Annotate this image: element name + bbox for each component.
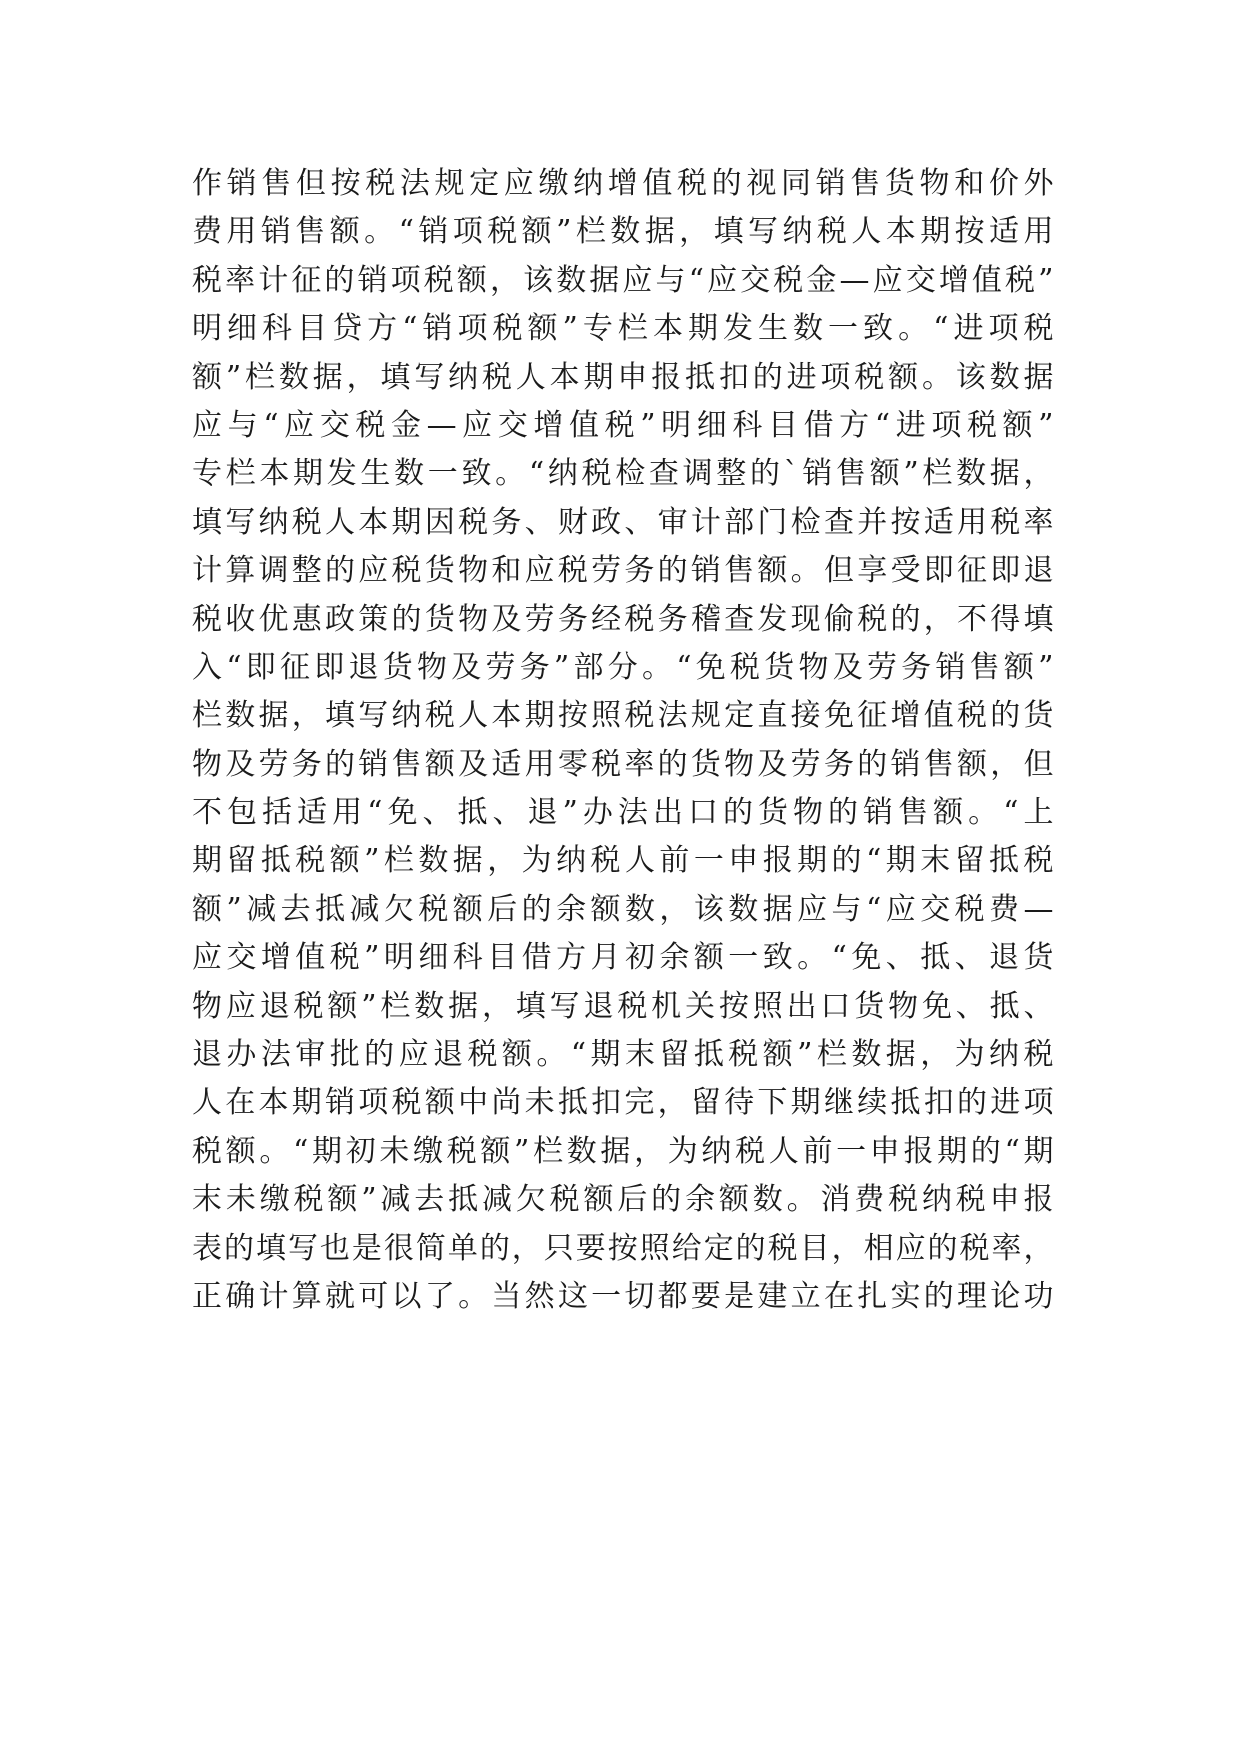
text-line: 税收优惠政策的货物及劳务经税务稽查发现偷税的，不得填 xyxy=(192,601,1054,637)
text-line: 额”减去抵减欠税额后的余额数，该数据应与“应交税费— xyxy=(192,891,1054,927)
text-line: 税额。“期初未缴税额”栏数据，为纳税人前一申报期的“期 xyxy=(192,1133,1054,1169)
text-line: 税率计征的销项税额，该数据应与“应交税金—应交增值税” xyxy=(192,262,1054,298)
body-paragraph xyxy=(192,160,1054,1321)
text-line: 填写纳税人本期因税务、财政、审计部门检查并按适用税率 xyxy=(192,504,1054,540)
text-line: 专栏本期发生数一致。“纳税检查调整的`销售额”栏数据， xyxy=(192,456,1054,492)
text-line: 栏数据，填写纳税人本期按照税法规定直接免征增值税的货 xyxy=(192,698,1054,734)
text-line: 作销售但按税法规定应缴纳增值税的视同销售货物和价外 xyxy=(192,166,1054,201)
text-line: 入“即征即退货物及劳务”部分。“免税货物及劳务销售额” xyxy=(192,649,1054,685)
text-line: 正确计算就可以了。当然这一切都要是建立在扎实的理论功 xyxy=(192,1278,1054,1314)
text-line: 退办法审批的应退税额。“期末留抵税额”栏数据，为纳税 xyxy=(192,1037,1054,1073)
text-line: 物及劳务的销售额及适用零税率的货物及劳务的销售额，但 xyxy=(192,746,1054,782)
text-line: 表的填写也是很简单的，只要按照给定的税目，相应的税率， xyxy=(192,1230,1054,1266)
text-line: 期留抵税额”栏数据，为纳税人前一申报期的“期末留抵税 xyxy=(192,843,1054,879)
text-line: 应交增值税”明细科目借方月初余额一致。“免、抵、退货 xyxy=(192,940,1054,976)
text-line: 额”栏数据，填写纳税人本期申报抵扣的进项税额。该数据 xyxy=(192,359,1054,395)
text-line: 费用销售额。“销项税额”栏数据，填写纳税人本期按适用 xyxy=(192,214,1054,250)
text-line: 计算调整的应税货物和应税劳务的销售额。但享受即征即退 xyxy=(192,553,1054,589)
text-line: 应与“应交税金—应交增值税”明细科目借方“进项税额” xyxy=(192,407,1054,443)
text-line: 明细科目贷方“销项税额”专栏本期发生数一致。“进项税 xyxy=(192,311,1054,347)
text-line: 物应退税额”栏数据，填写退税机关按照出口货物免、抵、 xyxy=(192,988,1054,1024)
text-line: 人在本期销项税额中尚未抵扣完，留待下期继续抵扣的进项 xyxy=(192,1085,1054,1121)
text-line: 不包括适用“免、抵、退”办法出口的货物的销售额。“上 xyxy=(192,795,1054,831)
text-line: 末未缴税额”减去抵减欠税额后的余额数。消费税纳税申报 xyxy=(192,1182,1054,1218)
